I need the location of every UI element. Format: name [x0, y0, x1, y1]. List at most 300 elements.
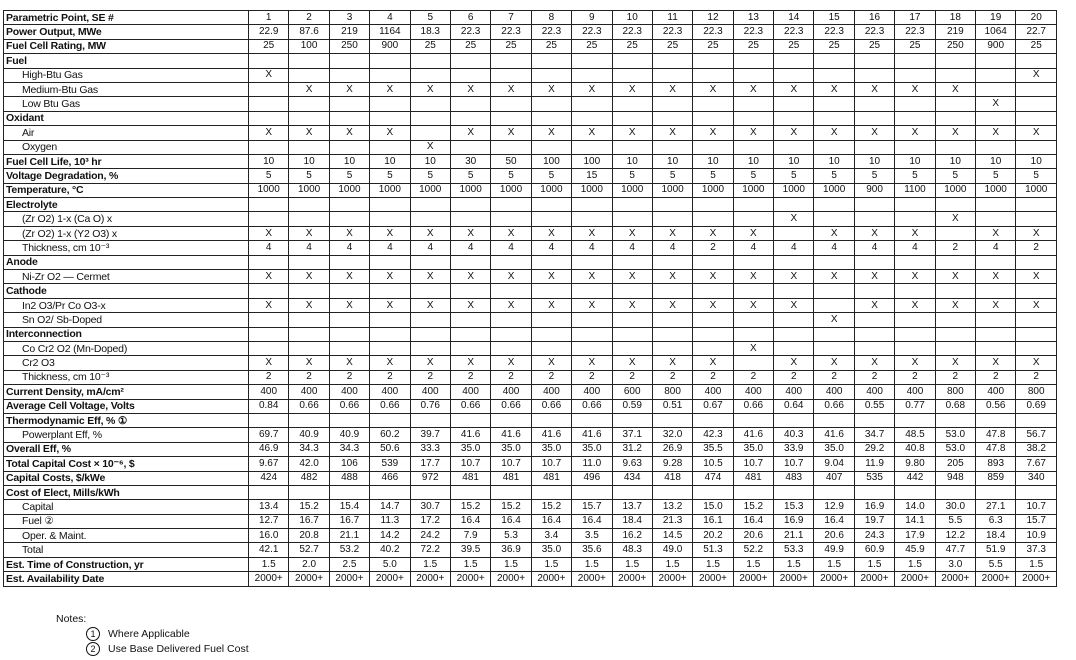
value-cell: 10.7	[491, 457, 531, 471]
value-cell: 52.7	[289, 543, 329, 557]
value-cell: 35.0	[491, 442, 531, 456]
value-cell: X	[491, 270, 531, 284]
value-cell: 2	[249, 370, 289, 384]
row-label: Fuel Cell Life, 10³ hr	[4, 154, 249, 168]
value-cell: X	[289, 126, 329, 140]
value-cell: X	[450, 298, 490, 312]
blank-cell	[652, 284, 692, 298]
blank-cell	[491, 284, 531, 298]
value-cell: 2000+	[249, 572, 289, 586]
blank-cell	[289, 111, 329, 125]
value-cell: X	[289, 226, 329, 240]
blank-cell	[814, 327, 854, 341]
value-cell: 10.7	[531, 457, 571, 471]
value-cell: 106	[329, 457, 369, 471]
value-cell: X	[491, 298, 531, 312]
value-cell: 0.66	[491, 399, 531, 413]
value-cell: 21.3	[652, 514, 692, 528]
value-cell: 0.76	[410, 399, 450, 413]
value-cell: 22.3	[814, 25, 854, 39]
blank-cell	[1016, 198, 1057, 212]
value-cell: 14.2	[370, 529, 410, 543]
blank-cell	[572, 485, 612, 499]
value-cell: 2000+	[895, 572, 935, 586]
table-row	[4, 543, 1057, 557]
value-cell: 10	[1016, 154, 1057, 168]
value-cell: 35.5	[693, 442, 733, 456]
value-cell: 0.68	[935, 399, 975, 413]
value-cell: 9.80	[895, 457, 935, 471]
value-cell: 16.1	[693, 514, 733, 528]
value-cell	[572, 212, 612, 226]
value-cell: X	[370, 82, 410, 96]
value-cell	[774, 97, 814, 111]
value-cell: 25	[1016, 39, 1057, 53]
value-cell: 45.9	[895, 543, 935, 557]
blank-cell	[693, 327, 733, 341]
value-cell	[814, 341, 854, 355]
table-row	[4, 226, 1057, 240]
row-label: (Zr O2) 1-x (Ca O) x	[4, 212, 249, 226]
value-cell: 0.66	[814, 399, 854, 413]
value-cell: X	[814, 270, 854, 284]
value-cell: 18.3	[410, 25, 450, 39]
value-cell: 1000	[329, 183, 369, 197]
value-cell: X	[1016, 356, 1057, 370]
value-cell: 1.5	[733, 557, 773, 571]
value-cell: 16.4	[491, 514, 531, 528]
blank-cell	[733, 284, 773, 298]
value-cell: 0.56	[976, 399, 1016, 413]
blank-cell	[652, 485, 692, 499]
blank-cell	[491, 413, 531, 427]
row-label: Cr2 O3	[4, 356, 249, 370]
value-cell: 9	[572, 11, 612, 25]
value-cell: X	[895, 270, 935, 284]
value-cell	[572, 313, 612, 327]
value-cell: 1.5	[572, 557, 612, 571]
value-cell: X	[814, 226, 854, 240]
value-cell: 14.1	[895, 514, 935, 528]
blank-cell	[450, 255, 490, 269]
value-cell: 205	[935, 457, 975, 471]
value-cell: 893	[976, 457, 1016, 471]
blank-cell	[814, 255, 854, 269]
value-cell: X	[1016, 126, 1057, 140]
value-cell: 2	[289, 11, 329, 25]
blank-cell	[733, 54, 773, 68]
blank-cell	[814, 54, 854, 68]
value-cell: 1.5	[410, 557, 450, 571]
blank-cell	[450, 111, 490, 125]
blank-cell	[410, 284, 450, 298]
blank-cell	[410, 255, 450, 269]
value-cell: 1.5	[491, 557, 531, 571]
value-cell: 52.2	[733, 543, 773, 557]
value-cell: X	[531, 126, 571, 140]
value-cell: 4	[249, 241, 289, 255]
row-label: Air	[4, 126, 249, 140]
value-cell: 5	[1016, 169, 1057, 183]
value-cell: 2	[774, 370, 814, 384]
value-cell: 19.7	[854, 514, 894, 528]
value-cell: 25	[693, 39, 733, 53]
value-cell: 15.2	[531, 500, 571, 514]
table-row	[4, 82, 1057, 96]
value-cell: 25	[652, 39, 692, 53]
value-cell: X	[612, 126, 652, 140]
blank-cell	[612, 54, 652, 68]
row-label: Thickness, cm 10⁻³	[4, 241, 249, 255]
value-cell	[410, 341, 450, 355]
value-cell	[370, 140, 410, 154]
value-cell: X	[733, 82, 773, 96]
value-cell: 4	[774, 241, 814, 255]
blank-cell	[774, 413, 814, 427]
blank-cell	[1016, 327, 1057, 341]
value-cell: 25	[572, 39, 612, 53]
value-cell	[733, 68, 773, 82]
value-cell: 1000	[289, 183, 329, 197]
blank-cell	[329, 327, 369, 341]
value-cell: 0.66	[572, 399, 612, 413]
value-cell: X	[572, 226, 612, 240]
blank-cell	[1016, 413, 1057, 427]
value-cell: 42.3	[693, 428, 733, 442]
value-cell: 10	[289, 154, 329, 168]
value-cell	[410, 97, 450, 111]
value-cell: X	[895, 82, 935, 96]
value-cell: 5	[491, 169, 531, 183]
value-cell: 10.9	[1016, 529, 1057, 543]
table-body	[4, 11, 1057, 587]
value-cell	[693, 97, 733, 111]
value-cell: 2	[572, 370, 612, 384]
value-cell: 424	[249, 471, 289, 485]
value-cell: 1064	[976, 25, 1016, 39]
blank-cell	[612, 255, 652, 269]
row-label: Cathode	[4, 284, 249, 298]
blank-cell	[652, 413, 692, 427]
blank-cell	[774, 255, 814, 269]
value-cell: X	[289, 298, 329, 312]
value-cell: 5	[733, 169, 773, 183]
blank-cell	[249, 198, 289, 212]
value-cell	[935, 68, 975, 82]
blank-cell	[329, 54, 369, 68]
blank-cell	[410, 485, 450, 499]
value-cell: 27.1	[976, 500, 1016, 514]
value-cell: X	[652, 126, 692, 140]
value-cell: X	[774, 82, 814, 96]
value-cell: 1.5	[693, 557, 733, 571]
value-cell: X	[491, 82, 531, 96]
value-cell: 35.0	[450, 442, 490, 456]
row-label: Cost of Elect, Mills/kWh	[4, 485, 249, 499]
value-cell	[450, 140, 490, 154]
value-cell	[572, 341, 612, 355]
value-cell: 16.9	[854, 500, 894, 514]
blank-cell	[814, 284, 854, 298]
row-label: Total	[4, 543, 249, 557]
blank-cell	[572, 327, 612, 341]
blank-cell	[450, 284, 490, 298]
blank-cell	[329, 198, 369, 212]
value-cell: 17.2	[410, 514, 450, 528]
value-cell: X	[693, 356, 733, 370]
blank-cell	[935, 327, 975, 341]
value-cell: 0.69	[1016, 399, 1057, 413]
value-cell	[410, 313, 450, 327]
value-cell: X	[410, 82, 450, 96]
value-cell: X	[572, 270, 612, 284]
value-cell	[814, 298, 854, 312]
value-cell: 47.8	[976, 428, 1016, 442]
value-cell: 5	[329, 169, 369, 183]
value-cell: 34.3	[289, 442, 329, 456]
value-cell: 4	[572, 241, 612, 255]
blank-cell	[531, 255, 571, 269]
blank-cell	[895, 54, 935, 68]
value-cell: 483	[774, 471, 814, 485]
blank-cell	[935, 413, 975, 427]
value-cell	[289, 212, 329, 226]
value-cell	[976, 82, 1016, 96]
row-label: Total Capital Cost × 10⁻⁶, $	[4, 457, 249, 471]
value-cell: 10	[935, 154, 975, 168]
value-cell: 2	[329, 370, 369, 384]
value-cell: X	[774, 356, 814, 370]
value-cell: 40.3	[774, 428, 814, 442]
value-cell: 25	[814, 39, 854, 53]
blank-cell	[370, 111, 410, 125]
value-cell: X	[652, 270, 692, 284]
blank-cell	[289, 198, 329, 212]
value-cell: 948	[935, 471, 975, 485]
value-cell: 50.6	[370, 442, 410, 456]
value-cell	[854, 313, 894, 327]
blank-cell	[370, 284, 410, 298]
blank-cell	[531, 327, 571, 341]
blank-cell	[935, 54, 975, 68]
value-cell: 1.5	[774, 557, 814, 571]
value-cell: 37.1	[612, 428, 652, 442]
value-cell	[774, 313, 814, 327]
blank-cell	[450, 413, 490, 427]
blank-cell	[814, 413, 854, 427]
blank-cell	[410, 413, 450, 427]
row-label: Co Cr2 O2 (Mn-Doped)	[4, 341, 249, 355]
value-cell	[652, 140, 692, 154]
value-cell: X	[652, 356, 692, 370]
value-cell: 46.9	[249, 442, 289, 456]
value-cell: 2	[895, 370, 935, 384]
value-cell: 26.9	[652, 442, 692, 456]
value-cell: 5	[814, 169, 854, 183]
value-cell: 1.5	[895, 557, 935, 571]
value-cell	[935, 97, 975, 111]
value-cell	[652, 313, 692, 327]
value-cell	[976, 68, 1016, 82]
blank-cell	[329, 413, 369, 427]
value-cell: X	[531, 270, 571, 284]
value-cell: 9.04	[814, 457, 854, 471]
value-cell	[450, 212, 490, 226]
value-cell	[814, 140, 854, 154]
table-row	[4, 11, 1057, 25]
value-cell	[854, 68, 894, 82]
value-cell	[531, 313, 571, 327]
value-cell: 1000	[935, 183, 975, 197]
section-header-row	[4, 198, 1057, 212]
value-cell: X	[370, 298, 410, 312]
value-cell: X	[612, 226, 652, 240]
value-cell: 7.67	[1016, 457, 1057, 471]
note-marker: 1	[86, 627, 100, 641]
row-label: Overall Eff, %	[4, 442, 249, 456]
value-cell: 5	[450, 169, 490, 183]
value-cell: X	[410, 270, 450, 284]
value-cell: 22.3	[531, 25, 571, 39]
value-cell	[329, 97, 369, 111]
row-label: Fuel ②	[4, 514, 249, 528]
row-label: Voltage Degradation, %	[4, 169, 249, 183]
blank-cell	[612, 327, 652, 341]
value-cell: 400	[854, 385, 894, 399]
value-cell: 900	[370, 39, 410, 53]
value-cell	[935, 140, 975, 154]
blank-cell	[693, 198, 733, 212]
blank-cell	[652, 111, 692, 125]
value-cell	[370, 341, 410, 355]
table-row	[4, 442, 1057, 456]
value-cell: 219	[935, 25, 975, 39]
blank-cell	[410, 198, 450, 212]
value-cell	[854, 341, 894, 355]
value-cell: 4	[531, 241, 571, 255]
value-cell: X	[854, 126, 894, 140]
value-cell: 22.3	[895, 25, 935, 39]
value-cell	[1016, 313, 1057, 327]
note-text: Use Base Delivered Fuel Cost	[108, 643, 249, 655]
row-label: In2 O3/Pr Co O3-x	[4, 298, 249, 312]
value-cell: 4	[329, 241, 369, 255]
blank-cell	[733, 111, 773, 125]
value-cell: 0.67	[693, 399, 733, 413]
value-cell: 53.0	[935, 442, 975, 456]
value-cell: 900	[976, 39, 1016, 53]
value-cell: 4	[652, 241, 692, 255]
blank-cell	[693, 485, 733, 499]
value-cell: 10.7	[774, 457, 814, 471]
blank-cell	[733, 327, 773, 341]
blank-cell	[572, 413, 612, 427]
value-cell: 13	[733, 11, 773, 25]
value-cell: 15.7	[1016, 514, 1057, 528]
value-cell: 1000	[249, 183, 289, 197]
section-header-row	[4, 54, 1057, 68]
value-cell: X	[289, 82, 329, 96]
value-cell: 972	[410, 471, 450, 485]
value-cell: 37.3	[1016, 543, 1057, 557]
value-cell: 10	[895, 154, 935, 168]
value-cell: 34.3	[329, 442, 369, 456]
value-cell: 20.6	[814, 529, 854, 543]
value-cell: 9.63	[612, 457, 652, 471]
section-header-row	[4, 485, 1057, 499]
value-cell: 22.3	[572, 25, 612, 39]
value-cell	[612, 97, 652, 111]
value-cell: 22.3	[854, 25, 894, 39]
value-cell: 5	[249, 169, 289, 183]
value-cell: 2000+	[410, 572, 450, 586]
value-cell: 10.7	[1016, 500, 1057, 514]
value-cell: 12.9	[814, 500, 854, 514]
value-cell: 22.3	[652, 25, 692, 39]
table-row	[4, 68, 1057, 82]
value-cell: 41.6	[733, 428, 773, 442]
value-cell: 31.2	[612, 442, 652, 456]
notes-block	[56, 612, 249, 657]
value-cell: 10	[854, 154, 894, 168]
blank-cell	[370, 54, 410, 68]
table-row	[4, 97, 1057, 111]
value-cell: 10	[612, 11, 652, 25]
blank-cell	[289, 54, 329, 68]
value-cell: 40.2	[370, 543, 410, 557]
value-cell: X	[572, 298, 612, 312]
value-cell	[249, 97, 289, 111]
value-cell	[895, 341, 935, 355]
blank-cell	[976, 198, 1016, 212]
row-label: Interconnection	[4, 327, 249, 341]
value-cell: 42.1	[249, 543, 289, 557]
row-label: Powerplant Eff, %	[4, 428, 249, 442]
value-cell: 4	[612, 241, 652, 255]
value-cell: 16.4	[572, 514, 612, 528]
value-cell: 17.9	[895, 529, 935, 543]
blank-cell	[774, 485, 814, 499]
value-cell: X	[652, 226, 692, 240]
value-cell: 13.2	[652, 500, 692, 514]
section-header-row	[4, 327, 1057, 341]
value-cell: 2000+	[935, 572, 975, 586]
value-cell	[410, 212, 450, 226]
value-cell: 14.7	[370, 500, 410, 514]
value-cell: X	[733, 270, 773, 284]
value-cell	[531, 140, 571, 154]
row-label: Fuel Cell Rating, MW	[4, 39, 249, 53]
value-cell: 2	[370, 370, 410, 384]
blank-cell	[774, 111, 814, 125]
value-cell	[854, 212, 894, 226]
value-cell: 18.4	[612, 514, 652, 528]
blank-cell	[612, 413, 652, 427]
value-cell: 9.28	[652, 457, 692, 471]
value-cell: 47.7	[935, 543, 975, 557]
value-cell: 5	[935, 169, 975, 183]
value-cell: 481	[491, 471, 531, 485]
value-cell: 539	[370, 457, 410, 471]
value-cell: 16.4	[814, 514, 854, 528]
value-cell: X	[652, 298, 692, 312]
value-cell: 5	[774, 169, 814, 183]
value-cell	[491, 341, 531, 355]
value-cell: X	[693, 298, 733, 312]
value-cell: X	[774, 270, 814, 284]
value-cell: X	[612, 356, 652, 370]
value-cell: 1000	[491, 183, 531, 197]
